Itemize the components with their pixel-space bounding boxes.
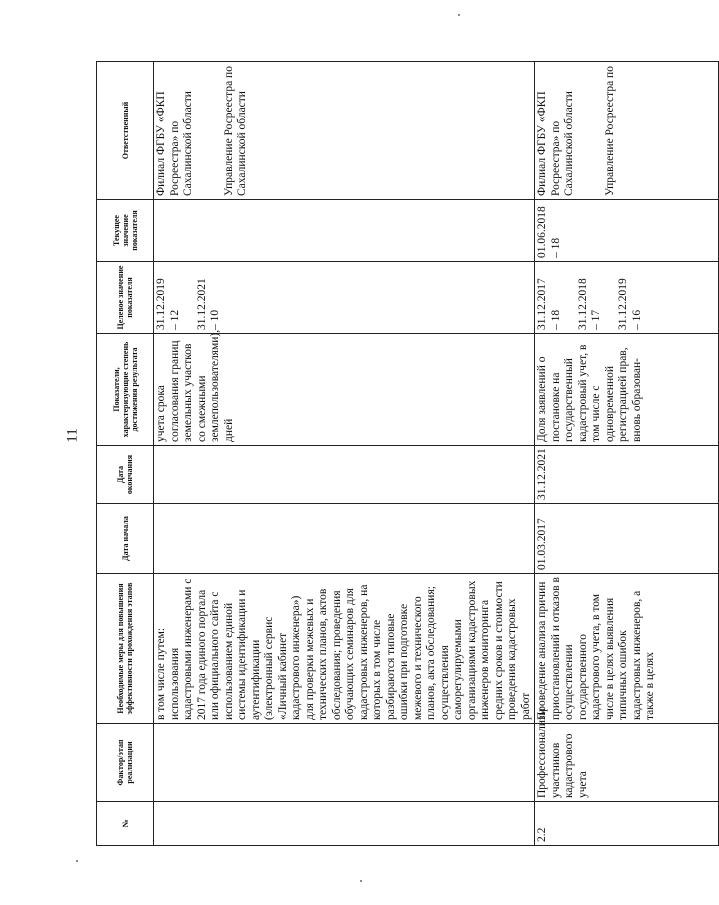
header-responsible: Ответственный — [97, 62, 154, 200]
cell-current: 01.06.2018 – 18 — [535, 200, 719, 262]
cell-target: 31.12.2019 – 12 31.12.2021 – 10 — [154, 262, 535, 334]
cell-end-date — [154, 446, 535, 504]
header-target: Целевое значение показателя — [97, 262, 154, 334]
table-header-row — [97, 62, 154, 846]
header-measures: Необходимые меры для повышения эффективности прохождения этапов — [97, 574, 154, 724]
table-row — [535, 62, 719, 846]
cell-indicator: учета срока согласования границ земельных участков со смежными землепользователями), дней — [154, 334, 535, 446]
header-start-date: Дата начала — [97, 504, 154, 574]
rotated-table-container — [96, 62, 656, 846]
cell-indicator: Доля заявлений о постановке на государственный кадастровый учет, в том числе с одновременной регистрацией прав, вновь образован- — [535, 334, 719, 446]
cell-responsible: Филиал ФГБУ «ФКП Росреестра» по Сахалинской области Управление Росреестра по — [535, 62, 719, 200]
cell-responsible: Филиал ФГБУ «ФКП Росреестра» по Сахалинской области Управление Росреестра по Сахалинской области — [154, 62, 535, 200]
cell-factor: Профессионализм участников кадастрового учета — [535, 724, 719, 802]
cell-target: 31.12.2017 – 18 31.12.2018 – 17 31.12.2019 – 16 — [535, 262, 719, 334]
measures-table — [96, 61, 719, 846]
page-number: 11 — [64, 428, 81, 443]
header-factor: Фактор/этап реализации — [97, 724, 154, 802]
cell-factor — [154, 724, 535, 802]
cell-num — [154, 802, 535, 846]
cell-measures: Проведение анализа причин приостановлений и отказов в осуществлении государственного кадастрового учета, в том числе в целях выявления типичных ошибок кадастровых инженеров, а также в целях — [535, 574, 719, 724]
cell-num: 2.2 — [535, 802, 719, 846]
header-num: № — [97, 802, 154, 846]
header-end-date: Дата окончания — [97, 446, 154, 504]
cell-current — [154, 200, 535, 262]
cell-start-date: 01.03.2017 — [535, 504, 719, 574]
scan-speck — [360, 880, 362, 882]
cell-start-date — [154, 504, 535, 574]
cell-end-date: 31.12.2021 — [535, 446, 719, 504]
scan-speck — [458, 14, 460, 16]
scan-speck — [76, 860, 78, 862]
header-current: Текущее значение показателя — [97, 200, 154, 262]
table-row — [154, 62, 535, 846]
header-indicator: Показатели, характеризующие степень достижения результата — [97, 334, 154, 446]
cell-measures: в том числе путем: использования кадастровыми инженерами с 2017 года единого портала или официального сайта с использованием единой системы идентификации и аутентификации (электронный сервис «Личный кабинет кадастрового инженера») для проверки межевых и технических планов, актов обследования; проведения обучающих семинаров для кадастровых инженеров, на которых в том числе разбираются типовые ошибки при подготовке межевого и технического планов, акта обследования; осуществления саморегулируемыми организациями кадастровых инженеров мониторинга средних сроков и стоимости проведения кадастровых работ — [154, 574, 535, 724]
